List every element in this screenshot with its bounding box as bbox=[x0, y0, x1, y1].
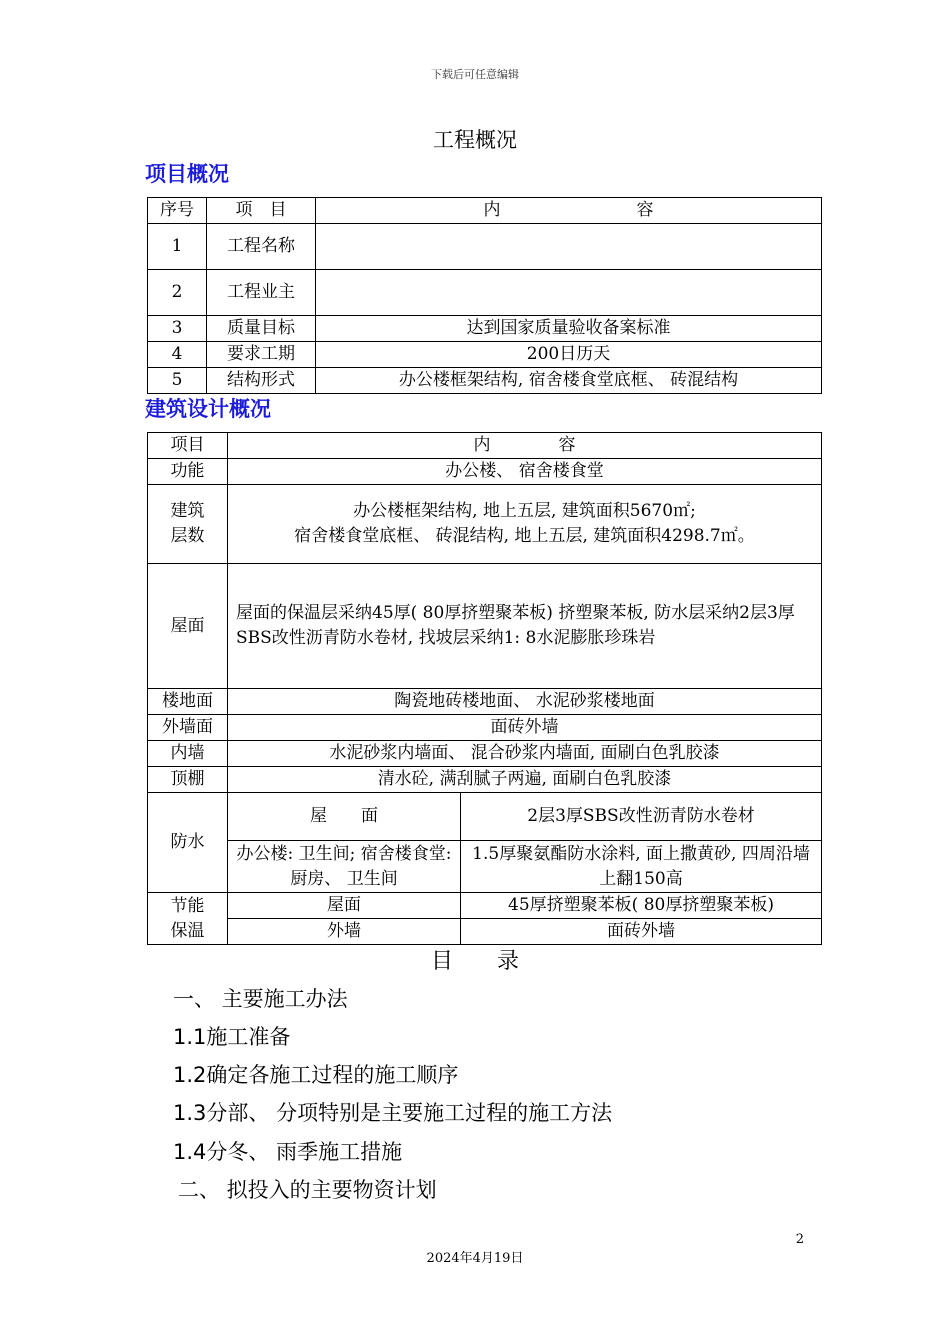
toc-title: 目 录 bbox=[430, 949, 519, 974]
footer-date: 2024年4月19日 bbox=[426, 1251, 524, 1266]
row-value: 面砖外墙 bbox=[461, 919, 822, 945]
section-heading-architecture: 建筑设计概况 bbox=[145, 397, 271, 421]
toc-item: 1.1施工准备 bbox=[173, 1025, 291, 1049]
row-item: 工程业主 bbox=[207, 270, 316, 316]
row-item: 要求工期 bbox=[207, 342, 316, 368]
table-row bbox=[148, 270, 822, 316]
col-header-content: 内 容 bbox=[228, 433, 822, 459]
row-sublabel: 屋 面 bbox=[228, 793, 461, 841]
row-content: 达到国家质量验收备案标准 bbox=[316, 316, 822, 342]
page-number: 2 bbox=[795, 1232, 804, 1247]
row-label-line: 建筑 bbox=[170, 501, 205, 521]
row-value-line: 宿舍楼食堂底框、 砖混结构, 地上五层, 建筑面积4298.7㎡。 bbox=[294, 526, 755, 546]
table-row bbox=[148, 564, 822, 689]
row-label-line: 保温 bbox=[170, 920, 205, 941]
toc-item: 1.4分冬、 雨季施工措施 bbox=[173, 1140, 403, 1164]
table-row bbox=[148, 224, 822, 270]
row-sublabel: 外墙 bbox=[228, 919, 461, 945]
row-sublabel: 办公楼: 卫生间; 宿舍楼食堂: 厨房、 卫生间 bbox=[228, 841, 461, 893]
row-content bbox=[316, 224, 822, 270]
col-header-item: 项目 bbox=[148, 433, 228, 459]
row-value bbox=[228, 485, 822, 564]
table-row bbox=[148, 342, 822, 368]
table-row bbox=[148, 459, 822, 485]
row-label: 防水 bbox=[148, 793, 228, 893]
table-row bbox=[148, 316, 822, 342]
table-row bbox=[148, 767, 822, 793]
table-row bbox=[148, 793, 822, 841]
row-value: 45厚挤塑聚苯板( 80厚挤塑聚苯板) bbox=[461, 893, 822, 919]
architecture-design-table bbox=[147, 432, 822, 945]
row-label: 顶棚 bbox=[148, 767, 228, 793]
row-value: 陶瓷地砖楼地面、 水泥砂浆楼地面 bbox=[228, 689, 822, 715]
row-label: 功能 bbox=[148, 459, 228, 485]
header-note: 下载后可任意编辑 bbox=[431, 68, 519, 81]
row-label: 内墙 bbox=[148, 741, 228, 767]
row-value: 办公楼、 宿舍楼食堂 bbox=[228, 459, 822, 485]
row-no: 1 bbox=[148, 224, 207, 270]
row-item: 工程名称 bbox=[207, 224, 316, 270]
toc-item: 二、 拟投入的主要物资计划 bbox=[178, 1178, 437, 1202]
col-header-content: 内 容 bbox=[316, 198, 822, 224]
row-label: 屋面 bbox=[148, 564, 228, 689]
row-value: 2层3厚SBS改性沥青防水卷材 bbox=[461, 793, 822, 841]
table-row bbox=[148, 893, 822, 919]
table-row bbox=[148, 368, 822, 394]
row-value: 清水砼, 满刮腻子两遍, 面刷白色乳胶漆 bbox=[228, 767, 822, 793]
row-label-line: 层数 bbox=[170, 526, 205, 546]
row-label bbox=[148, 893, 228, 945]
row-value: 水泥砂浆内墙面、 混合砂浆内墙面, 面刷白色乳胶漆 bbox=[228, 741, 822, 767]
row-sublabel: 屋面 bbox=[228, 893, 461, 919]
col-header-item: 项 目 bbox=[207, 198, 316, 224]
row-content bbox=[316, 270, 822, 316]
row-item: 结构形式 bbox=[207, 368, 316, 394]
table-row bbox=[148, 715, 822, 741]
row-value: 面砖外墙 bbox=[228, 715, 822, 741]
document-title: 工程概况 bbox=[433, 128, 517, 152]
row-label bbox=[148, 485, 228, 564]
row-no: 2 bbox=[148, 270, 207, 316]
row-label: 楼地面 bbox=[148, 689, 228, 715]
row-no: 3 bbox=[148, 316, 207, 342]
table-row bbox=[148, 841, 822, 893]
section-heading-project-overview: 项目概况 bbox=[145, 162, 229, 186]
row-value: 1.5厚聚氨酯防水涂料, 面上撒黄砂, 四周沿墙上翻150高 bbox=[461, 841, 822, 893]
row-no: 5 bbox=[148, 368, 207, 394]
row-value: 屋面的保温层采纳45厚( 80厚挤塑聚苯板) 挤塑聚苯板, 防水层采纳2层3厚SBS改性沥青防水卷材, 找坡层采纳1: 8水泥膨胀珍珠岩 bbox=[228, 564, 822, 689]
row-label-line: 节能 bbox=[170, 895, 205, 916]
col-header-no: 序号 bbox=[148, 198, 207, 224]
row-item: 质量目标 bbox=[207, 316, 316, 342]
table-header-row bbox=[148, 198, 822, 224]
table-row bbox=[148, 485, 822, 564]
toc-item: 1.3分部、 分项特别是主要施工过程的施工方法 bbox=[173, 1101, 613, 1125]
table-row bbox=[148, 689, 822, 715]
toc-item: 一、 主要施工办法 bbox=[173, 987, 348, 1011]
table-header-row bbox=[148, 433, 822, 459]
table-row bbox=[148, 741, 822, 767]
row-label: 外墙面 bbox=[148, 715, 228, 741]
row-no: 4 bbox=[148, 342, 207, 368]
row-content: 办公楼框架结构, 宿舍楼食堂底框、 砖混结构 bbox=[316, 368, 822, 394]
table-row bbox=[148, 919, 822, 945]
row-value-line: 办公楼框架结构, 地上五层, 建筑面积5670㎡; bbox=[353, 501, 696, 521]
row-content: 200日历天 bbox=[316, 342, 822, 368]
toc-item: 1.2确定各施工过程的施工顺序 bbox=[173, 1063, 459, 1087]
project-overview-table bbox=[147, 197, 822, 394]
